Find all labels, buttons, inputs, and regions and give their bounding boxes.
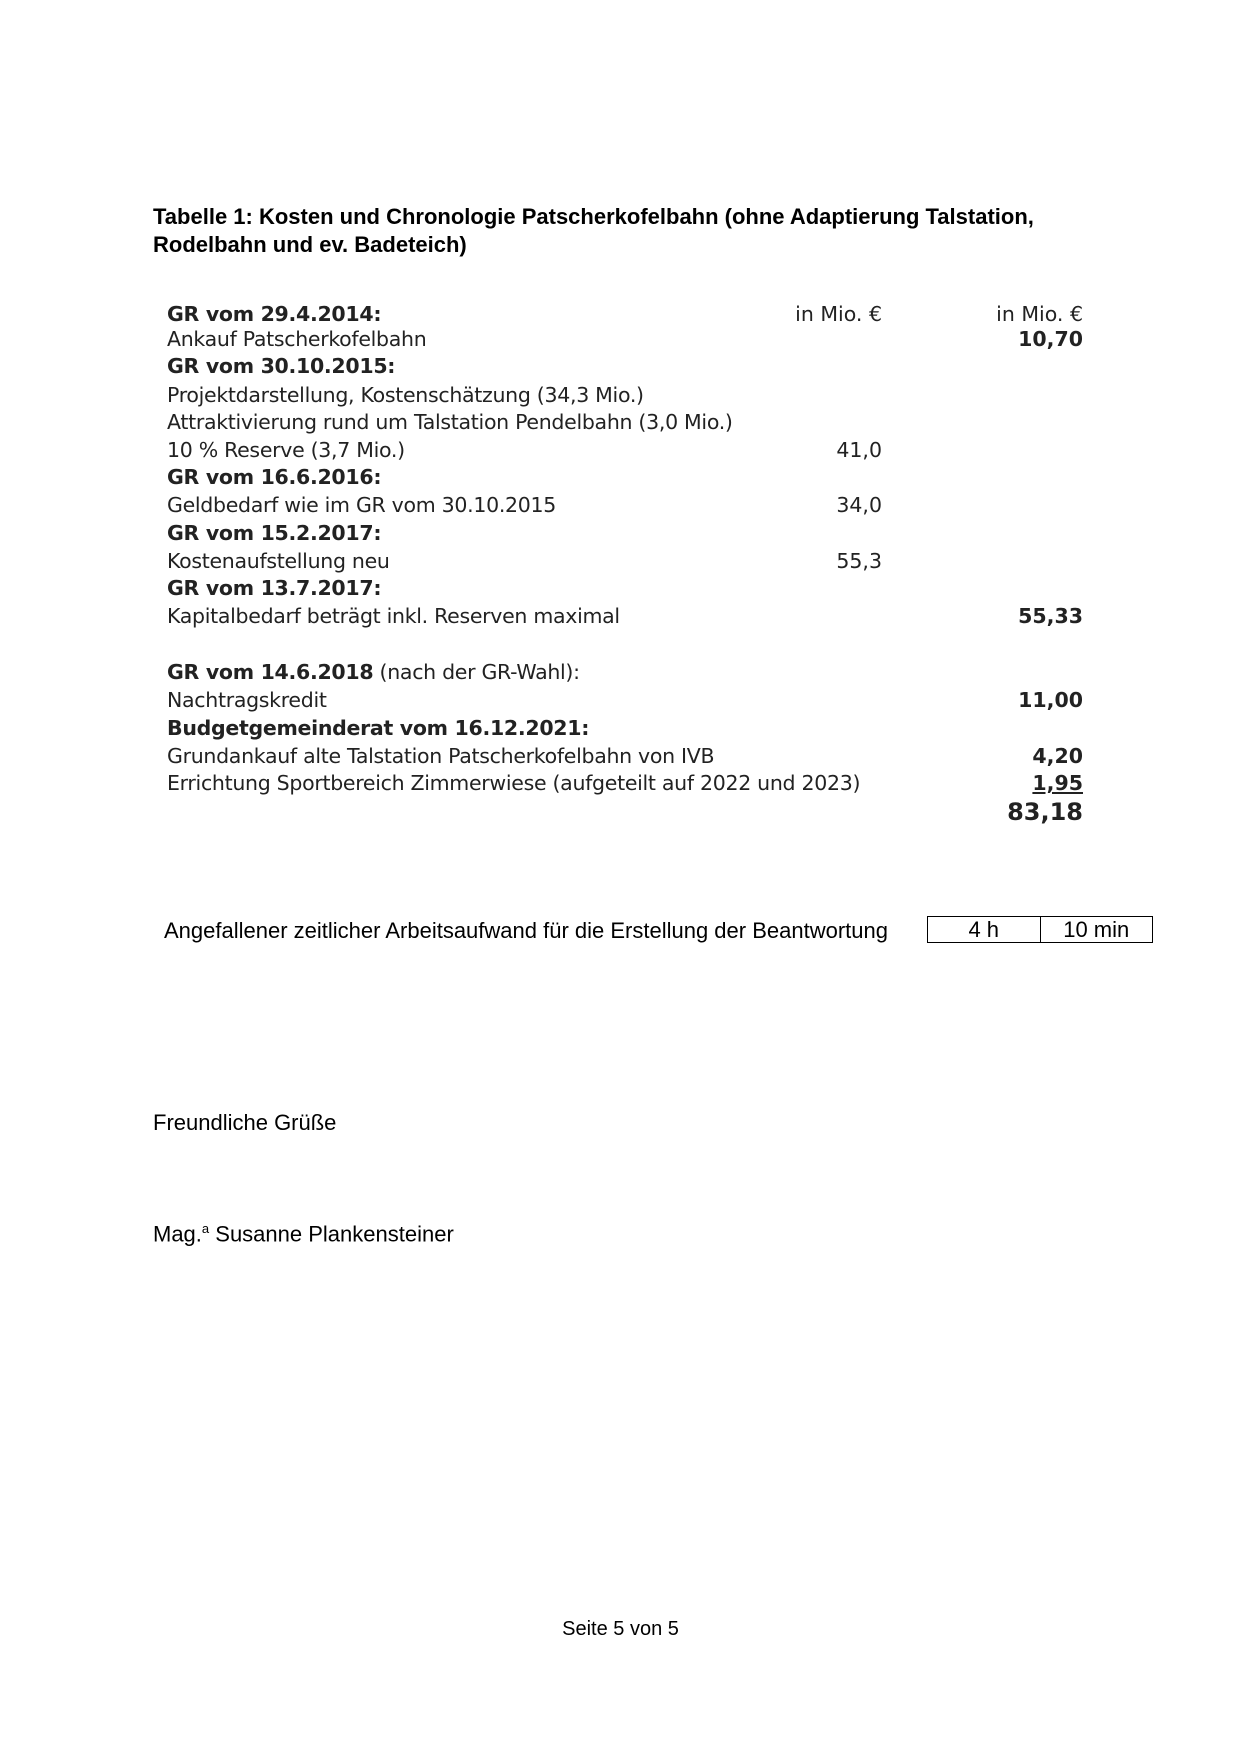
table-row <box>167 744 1117 772</box>
row-value-right: 4,20 <box>1032 744 1083 768</box>
table-row-header <box>167 302 1117 330</box>
effort-label: Angefallener zeitlicher Arbeitsaufwand für die Erstellung der Beantwortung <box>164 918 888 943</box>
table-row <box>167 521 1117 549</box>
effort-hours: 4 h <box>968 917 1000 942</box>
row-label: GR vom 13.7.2017: <box>167 576 382 600</box>
row-label: Attraktivierung rund um Talstation Pendelbahn (3,0 Mio.) <box>167 410 733 434</box>
row-label: GR vom 15.2.2017: <box>167 521 382 545</box>
row-label: GR vom 29.4.2014: <box>167 302 382 326</box>
table-total-row <box>167 798 1117 826</box>
signature-name: Susanne Plankensteiner <box>209 1221 454 1247</box>
row-label: Errichtung Sportbereich Zimmerwiese (aufgeteilt auf 2022 und 2023) <box>167 771 861 795</box>
row-value-right: 10,70 <box>1018 327 1083 351</box>
row-value-right: 1,95 <box>1032 771 1083 795</box>
table-row <box>167 354 1117 382</box>
signature <box>153 1221 454 1247</box>
table-row <box>167 716 1117 744</box>
table-row <box>167 493 1117 521</box>
effort-box <box>927 916 1153 943</box>
table-row <box>167 549 1117 577</box>
signature-title: Mag. <box>153 1221 202 1247</box>
row-label: Nachtragskredit <box>167 688 327 712</box>
row-label: Projektdarstellung, Kostenschätzung (34,3 Mio.) <box>167 383 644 407</box>
row-label: GR vom 16.6.2016: <box>167 465 382 489</box>
signature-title-sup: a <box>201 1221 210 1236</box>
table-row <box>167 465 1117 493</box>
row-label: GR vom 30.10.2015: <box>167 354 396 378</box>
unit-mid-column: in Mio. € <box>795 302 882 326</box>
table-caption: Tabelle 1: Kosten und Chronologie Patscherkofelbahn (ohne Adaptierung Talstation, Rodelbahn und ev. Badeteich) <box>153 204 1034 257</box>
row-label: 10 % Reserve (3,7 Mio.) <box>167 438 405 462</box>
table-row <box>167 410 1117 438</box>
row-label: Kapitalbedarf beträgt inkl. Reserven maximal <box>167 604 620 628</box>
table-row <box>167 688 1117 716</box>
table-row <box>167 604 1117 632</box>
table-row <box>167 383 1117 411</box>
row-label: Geldbedarf wie im GR vom 30.10.2015 <box>167 493 557 517</box>
table-row <box>167 438 1117 466</box>
table-row <box>167 576 1117 604</box>
row-label: Ankauf Patscherkofelbahn <box>167 327 427 351</box>
effort-minutes: 10 min <box>1040 917 1153 942</box>
total-value: 83,18 <box>1007 798 1083 826</box>
page-footer: Seite 5 von 5 <box>562 1618 679 1640</box>
table-row <box>167 660 1117 688</box>
row-value-right: 11,00 <box>1018 688 1083 712</box>
row-value-mid: 34,0 <box>836 493 882 517</box>
row-label <box>167 660 580 684</box>
row-value-mid: 41,0 <box>836 438 882 462</box>
table-row <box>167 771 1117 799</box>
row-label-note: (nach der GR-Wahl): <box>373 660 580 684</box>
unit-right-column: in Mio. € <box>996 302 1083 326</box>
row-value-right: 55,33 <box>1018 604 1083 628</box>
row-label: Grundankauf alte Talstation Patscherkofelbahn von IVB <box>167 744 715 768</box>
row-value-mid: 55,3 <box>836 549 882 573</box>
row-label-date: GR vom 14.6.2018 <box>167 660 374 684</box>
closing-greeting: Freundliche Grüße <box>153 1110 337 1135</box>
row-label: Kostenaufstellung neu <box>167 549 390 573</box>
table-row <box>167 327 1117 355</box>
row-label: Budgetgemeinderat vom 16.12.2021: <box>167 716 590 740</box>
